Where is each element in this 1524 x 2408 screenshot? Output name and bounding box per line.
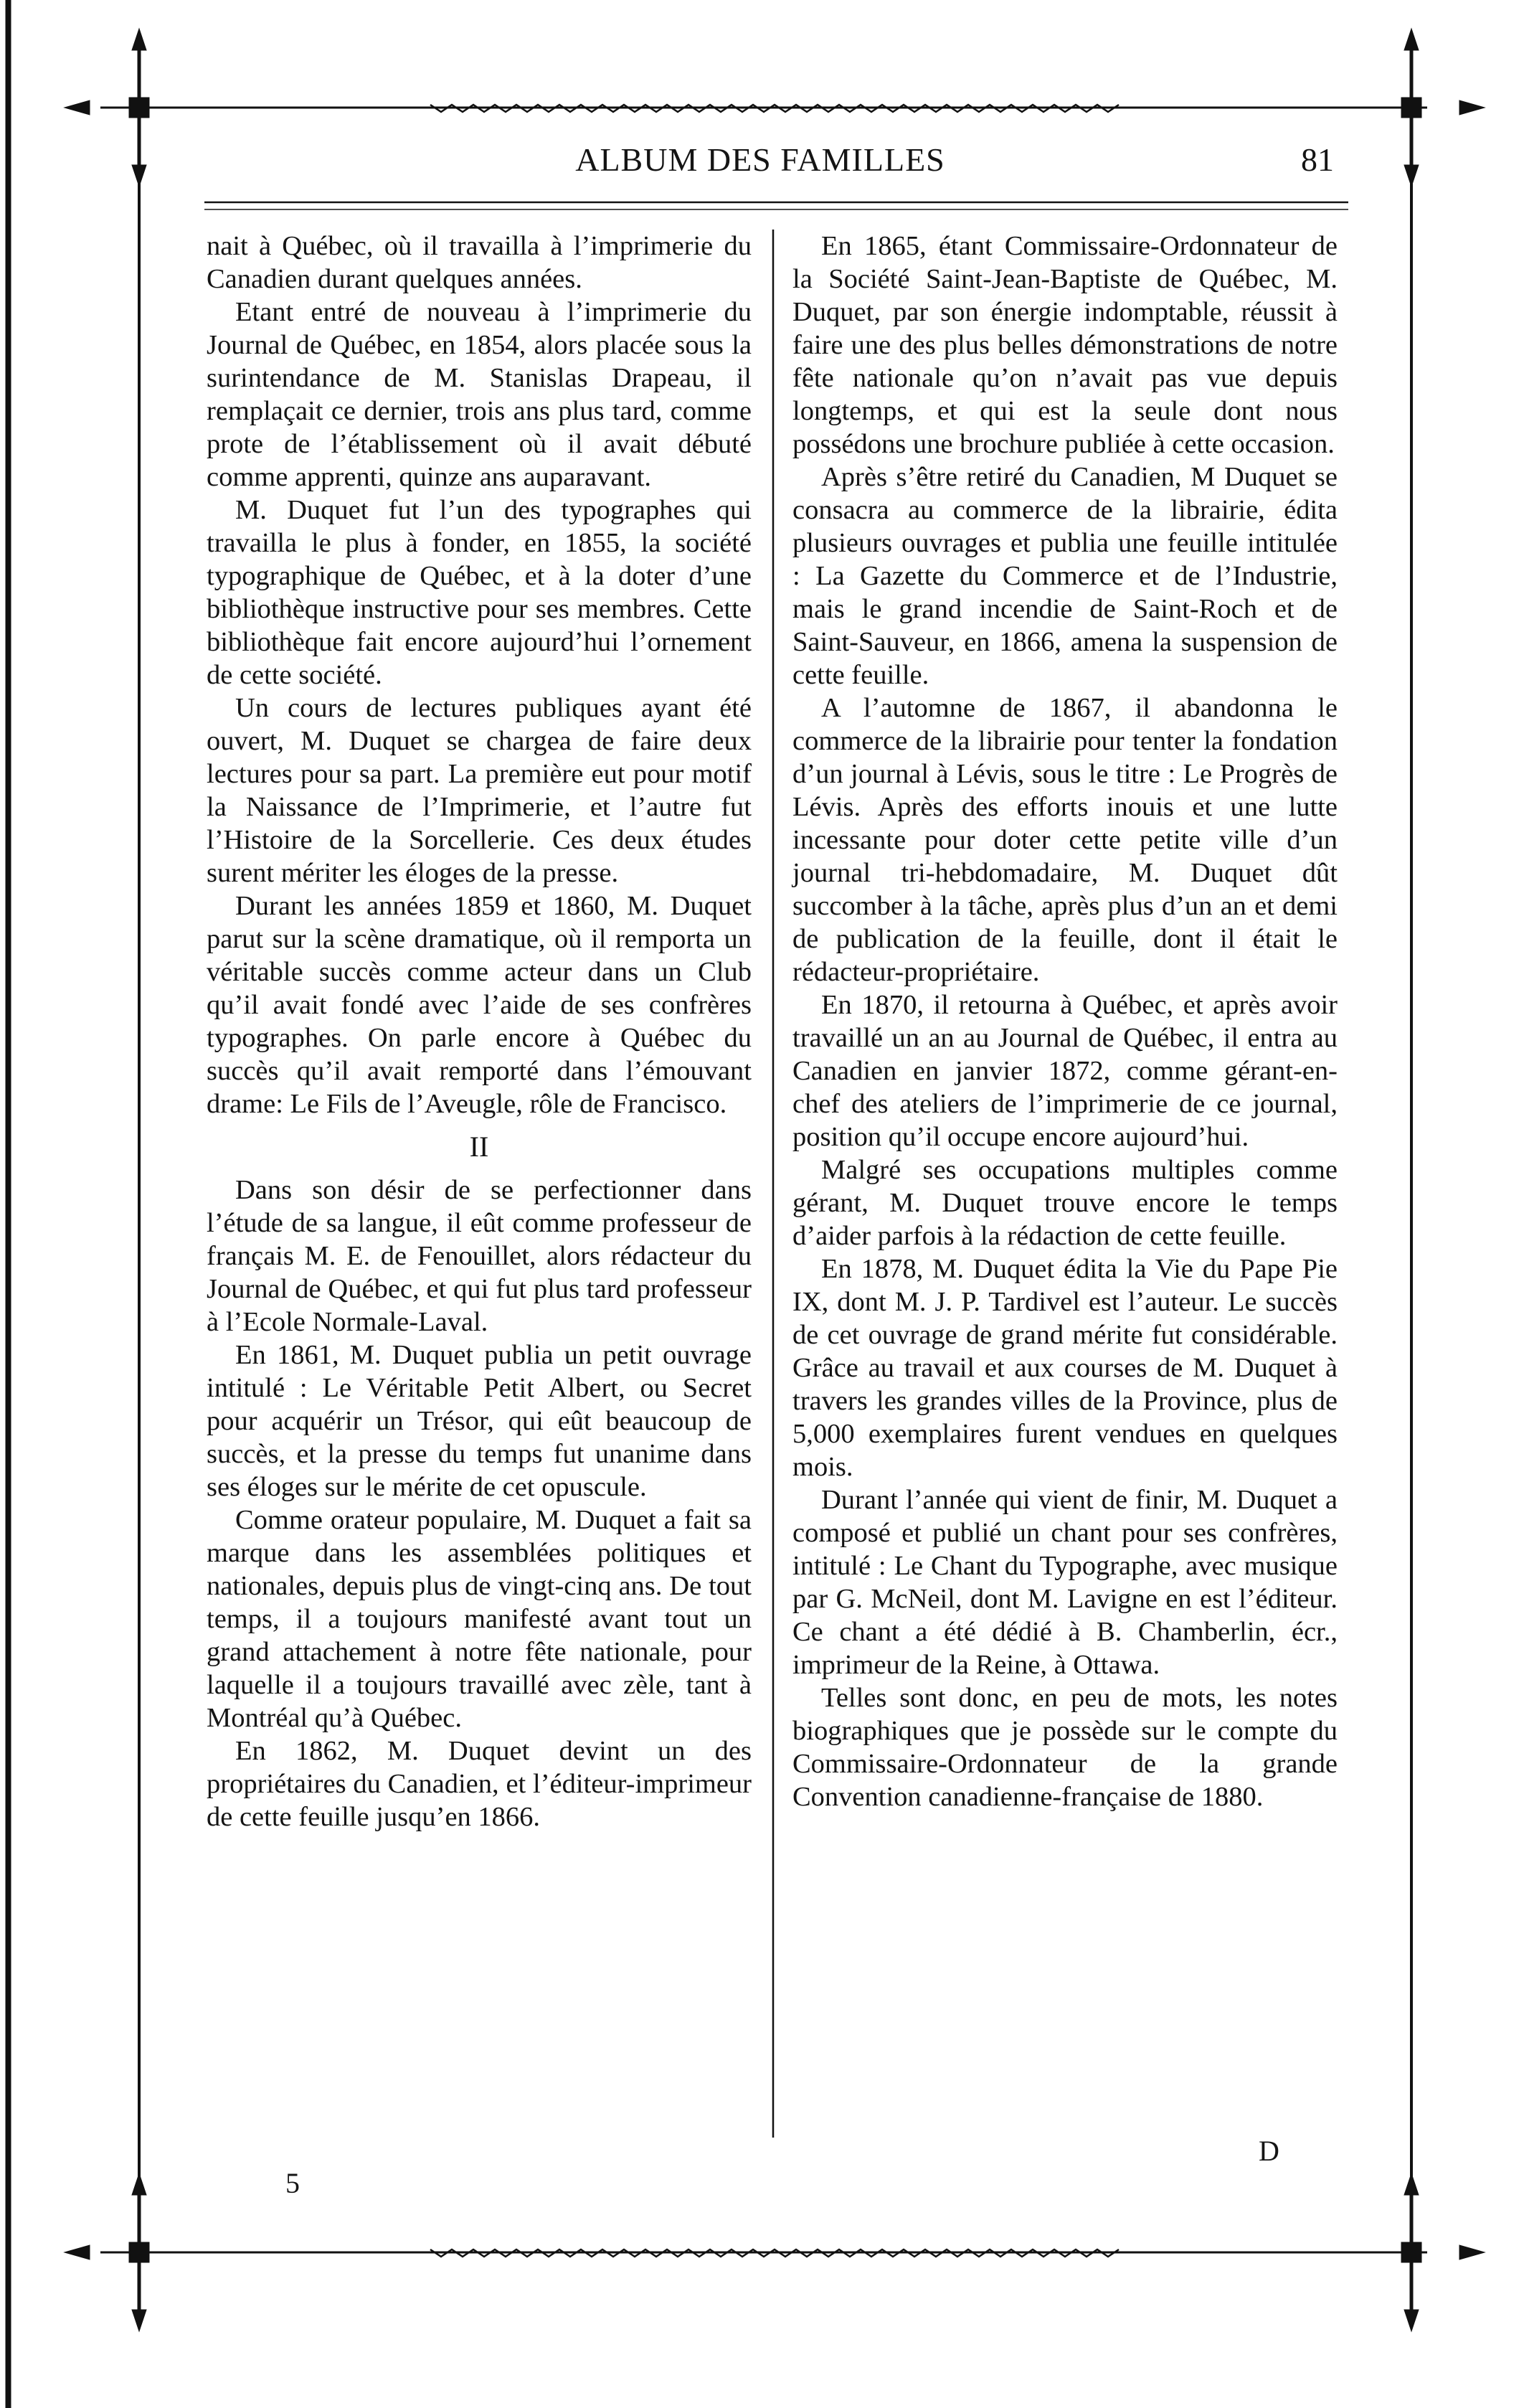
paragraph: En 1870, il retourna à Québec, et après avoir travaillé un an au Journal de Québec, il entra au Canadien en janvier 1872, comme gérant-en-chef des ateliers de l’imprimerie de ce journal, position qu’il occupe encore aujourd’hui. <box>792 990 1338 1152</box>
signature-mark: 5 <box>285 2167 300 2199</box>
paragraph: Etant entré de nouveau à l’imprimerie du Journal de Québec, en 1854, alors placée sous la surintendance de M. Stanislas Drapeau, il remplaçait ce dernier, trois ans plus tard, comme prote de l’établissement où il avait débuté comme apprenti, quinze ans auparavant. <box>207 297 752 492</box>
paragraph: Telles sont donc, en peu de mots, les notes biographiques que je possède sur le compte du Commissaire-Ordonnateur de la grande Convention canadienne-française de 1880. <box>792 1683 1338 1812</box>
corner-ornament-bottom-right <box>1401 2173 1485 2331</box>
left-column <box>207 230 752 1833</box>
paragraph: En 1878, M. Duquet édita la Vie du Pape Pie IX, dont M. J. P. Tardivel est l’auteur. Le succès de cet ouvrage de grand mérite fut considérable. Grâce au travail et aux courses de M. Duquet à travers les grandes villes de la Province, plus de 5,000 exemplaires furent vendues en quelques mois. <box>792 1254 1338 1482</box>
paragraph: Après s’être retiré du Canadien, M Duquet se consacra au commerce de la librairie, édita plusieurs ouvrages et publia une feuille intitulée : La Gazette du Commerce et de l’Industrie, mais le grand incendie de Saint-Roch et de Saint-Sauveur, en 1866, amena la suspension de cette feuille. <box>792 462 1338 690</box>
paragraph: Durant les années 1859 et 1860, M. Duquet parut sur la scène dramatique, où il remporta un véritable succès comme acteur dans un Club qu’il avait fondé avec l’aide de ses confrères typographes. On parle encore à Québec du succès qu’il avait remporté dans l’émouvant drame: Le Fils de l’Aveugle, rôle de Francisco. <box>207 891 752 1119</box>
paragraph: En 1861, M. Duquet publia un petit ouvrage intitulé : Le Véritable Petit Albert, ou Secret pour acquérir un Trésor, qui eût beaucoup de succès, et la presse du temps fut unanime dans ses éloges sur le mérite de cet opuscule. <box>207 1340 752 1502</box>
corner-ornament-top-right <box>1401 29 1485 186</box>
paragraph: Durant l’année qui vient de finir, M. Duquet a composé et publié un chant pour ses confrères, intitulé : Le Chant du Typographe, avec musique par G. McNeil, dont M. Lavigne en est l’éditeur. Ce chant a été dédié à B. Chamberlin, écr., imprimeur de la Reine, à Ottawa. <box>792 1485 1338 1680</box>
page-number: 81 <box>1301 141 1334 178</box>
paragraph: Malgré ses occupations multiples comme gérant, M. Duquet trouve encore le temps d’aider parfois à la rédaction de cette feuille. <box>792 1155 1338 1251</box>
running-title: ALBUM DES FAMILLES <box>575 141 945 178</box>
left-edge-rule <box>6 0 11 2408</box>
paragraph: Comme orateur populaire, M. Duquet a fait sa marque dans les assemblées politiques et nationales, depuis plus de vingt-cinq ans. De tout temps, il a toujours manifesté avant tout un grand attachement à notre fête nationale, pour laquelle il a toujours travaillé avec zèle, tant à Montréal qu’à Québec. <box>207 1505 752 1733</box>
paragraph: nait à Québec, où il travailla à l’imprimerie du Canadien durant quelques années. <box>207 231 752 294</box>
section-heading: II <box>469 1130 489 1163</box>
author-signature: D <box>1259 2135 1279 2167</box>
paragraph: Un cours de lectures publiques ayant été ouvert, M. Duquet se chargea de faire deux lectures pour sa part. La première eut pour motif la Naissance de l’Imprimerie, et l’autre fut l’Histoire de la Sorcellerie. Ces deux études surent mériter les éloges de la presse. <box>207 693 752 888</box>
paragraph: M. Duquet fut l’un des typographes qui travailla le plus à fonder, en 1855, la société typographique de Québec, et à la doter d’une bibliothèque instructive pour ses membres. Cette bibliothèque fait encore aujourd’hui l’ornement de cette société. <box>207 495 752 690</box>
paragraph: En 1865, étant Commissaire-Ordonnateur de la Société Saint-Jean-Baptiste de Québec, M. Duquet, par son énergie indomptable, réussit à faire une des plus belles démonstrations de notre fête nationale qu’on n’avait pas vue depuis longtemps, et qui est la seule dont nous possédons une brochure publiée à cette occasion. <box>792 231 1338 459</box>
paragraph: A l’automne de 1867, il abandonna le commerce de la librairie pour tenter la fondation d’un journal à Lévis, sous le titre : Le Progrès de Lévis. Après des efforts inouis et une lutte incessante pour doter cette petite ville d’un journal tri-hebdomadaire, M. Duquet dût succomber à la tâche, après plus d’un an et demi de publication de la feuille, dont il était le rédacteur-propriétaire. <box>792 693 1338 987</box>
paragraph: Dans son désir de se perfectionner dans l’étude de sa langue, il eût comme professeur de français M. E. de Fenouillet, alors rédacteur du Journal de Québec, et qui fut plus tard professeur à l’Ecole Normale-Laval. <box>207 1175 752 1337</box>
paragraph: En 1862, M. Duquet devint un des propriétaires du Canadien, et l’éditeur-imprimeur de cette feuille jusqu’en 1866. <box>207 1736 752 1832</box>
right-column <box>792 230 1338 1813</box>
